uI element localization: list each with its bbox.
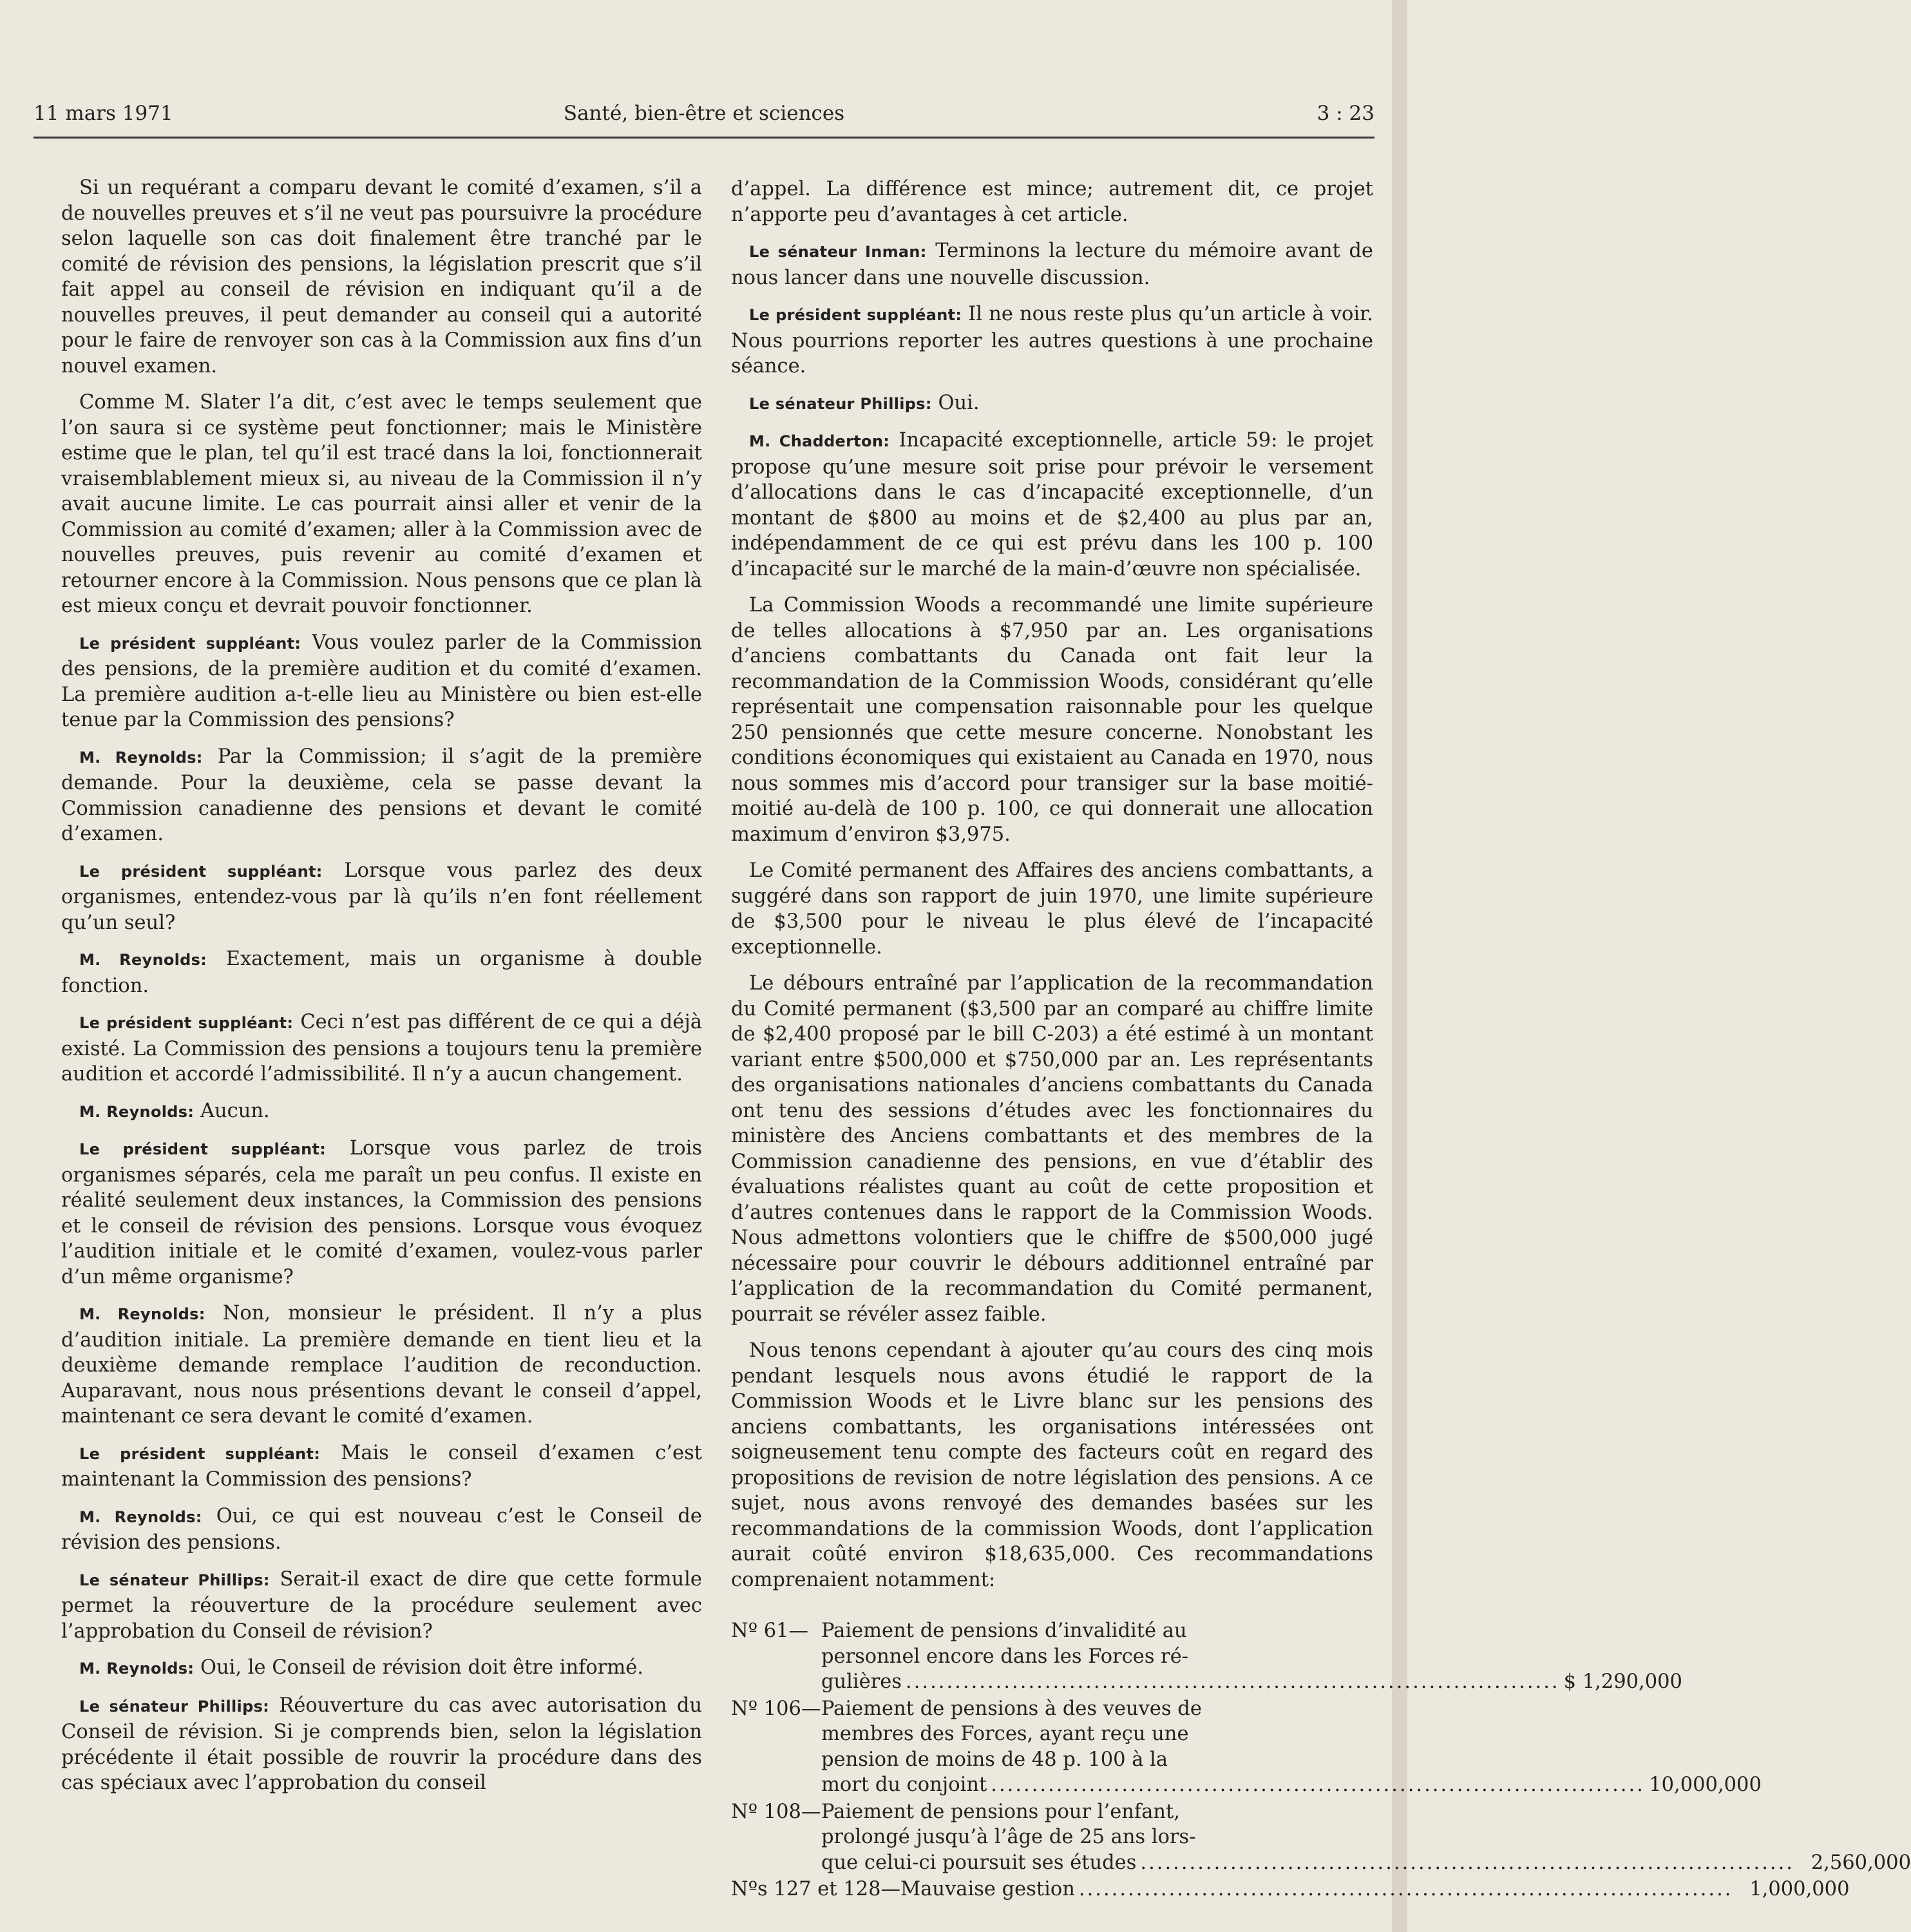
item-last-line — [821, 1669, 1682, 1695]
speaker-name: Le sénateur Phillips: — [79, 1697, 270, 1716]
paragraph — [61, 1504, 702, 1556]
speaker-name: M. Reynolds: — [79, 951, 207, 969]
item-amount: $ 1,290,000 — [1563, 1670, 1682, 1693]
recommendation-item — [731, 1799, 1911, 1876]
paragraph-text: Aucun. — [200, 1099, 270, 1122]
leader-dots: ................................................................................ — [906, 1670, 1560, 1693]
recommendation-item — [731, 1877, 1850, 1902]
right-column-paragraphs — [731, 177, 1373, 1592]
paragraph-text: Nous tenons cependant à ajouter qu’au cours des cinq mois pendant lesquels nous avons étudié le rapport de la Commission Woods et le Livre blanc sur les pensions des anciens combattants, les organisations intéressées ont soigneusement tenu compte des facteurs coût en regard des propositions de revision de notre législation des pensions. A ce sujet, nous avons renvoyé des demandes basées sur les recommandations de la commission Woods, dont l’application aurait coûté environ $18,635,000. Ces recommandations comprenaient notamment: — [731, 1339, 1373, 1591]
paragraph — [61, 175, 702, 379]
paragraph-text: d’appel. La différence est mince; autrement dit, ce projet n’apporte peu d’avantages à cet article. — [731, 178, 1373, 226]
item-body — [821, 1799, 1911, 1876]
paragraph — [731, 177, 1373, 227]
item-line: prolongé jusqu’à l’âge de 25 ans lors- — [821, 1826, 1196, 1848]
speaker-name: M. Reynolds: — [79, 1507, 202, 1526]
paragraph-text: Il ne nous reste plus qu’un article à voir. Nous pourrions reporter les autres questions à une prochaine séance. — [731, 303, 1374, 378]
header-rule — [33, 137, 1374, 139]
paragraph — [61, 858, 702, 936]
paragraph-text: Comme M. Slater l’a dit, c’est avec le temps seulement que l’on saura si ce système peut fonctionner; mais le Ministère estime que le plan, tel qu’il est tracé dans la loi, fonctionnerait vraisemblablement mieux si, au niveau de la Commission il n’y avait aucune limite. Le cas pourrait ainsi aller et venir de la Commission au comité d’examen; aller à la Commission avec de nouvelles preuves, puis revenir au comité d’examen et retourner encore à la Commission. Nous pensons que ce plan là est mieux conçu et devrait pouvoir fonctionner. — [61, 391, 702, 617]
speaker-name: Le sénateur Phillips: — [79, 1571, 270, 1589]
paragraph-text: Ceci n’est pas différent de ce qui a déjà existé. La Commission des pensions a toujours tenu la première audition et accordé l’admissibilité. Il n’y a aucun changement. — [61, 1011, 702, 1086]
leader-dots: ................................................................................ — [1140, 1851, 1794, 1874]
paragraph-text: Incapacité exceptionnelle, article 59: le projet propose qu’une mesure soit prise pour prévoir le versement d’allocations dans le cas d’incapacité exceptionnelle, d’un montant de $800 au moins et de $2,400 au plus par an, indépendamment de ce qui est prévu dans les 100 p. 100 d’incapacité sur le marché de la main-d’œuvre non spécialisée. — [731, 429, 1373, 580]
paragraph-text: Oui. — [938, 391, 980, 414]
leader-dots: ................................................................................ — [1078, 1878, 1733, 1900]
item-label: gulières — [821, 1670, 902, 1693]
paragraph-text: Le débours entraîné par l’application de la recommandation du Comité permanent ($3,500 par an comparé au chiffre limite de $2,400 proposé par le bill C-203) a été estimé à un montant variant entre $500,000 et $750,000 par an. Les représentants des organisations nationales d’anciens combattants du Canada ont tenu des sessions d’études avec les fonctionnaires du ministère des Anciens combattants et des membres de la Commission canadienne des pensions, en vue d’établir des évaluations réalistes quant au coût de cette proposition et d’autres contenues dans le rapport de la Commission Woods. Nous admettons volontiers que le chiffre de $500,000 jugé nécessaire pour couvrir le débours additionnel entraîné par l’application de la recommandation du Comité permanent, pourrait se révéler assez faible. — [731, 972, 1373, 1326]
paragraph-text: La Commission Woods a recommandé une limite supérieure de telles allocations à $7,950 par an. Les organisations d’anciens combattants du Canada ont fait leur la recommandation de la Commission Woods, considérant qu’elle représentait une compensation raisonnable pour les quelque 250 pensionnés que cette mesure concerne. Nonobstant les conditions économiques qui existaient au Canada en 1970, nous nous sommes mis d’accord pour transiger sur la base moitié-moitié au-delà de 100 p. 100, ce qui donnerait une allocation maximum d’environ $3,975. — [731, 594, 1373, 846]
header-page-number: 3 : 23 — [1317, 102, 1374, 125]
item-label: mort du conjoint — [821, 1774, 987, 1796]
paragraph-text: Si un requérant a comparu devant le comité d’examen, s’il a de nouvelles preuves et s’il ne veut pas poursuivre la procédure selon laquelle son cas doit finalement être tranché par le comité de révision des pensions, la législation prescrit que s’il fait appel au conseil de révision en indiquant qu’il a de nouvelles preuves, il peut demander au conseil qui a autorité pour le faire de renvoyer son cas à la Commission aux fins d’un nouvel examen. — [61, 177, 702, 378]
item-line: pension de moins de 48 p. 100 à la — [821, 1748, 1168, 1771]
recommendation-item — [731, 1618, 1682, 1695]
paragraph-text: Serait-il exact de dire que cette formule permet la réouverture de la procédure seulement avec l’approbation du Conseil de révision? — [61, 1567, 702, 1643]
paragraph-text: Réouverture du cas avec autorisation du Conseil de révision. Si je comprends bien, selon la législation précédente il était possible de rouvrir la procédure dans des cas spéciaux avec l’approbation du conseil — [61, 1694, 702, 1794]
item-number: Nºs 127 et 128— — [731, 1878, 901, 1900]
right-column — [731, 177, 1911, 1904]
left-column — [61, 175, 702, 1807]
paragraph — [61, 1136, 702, 1290]
speaker-name: M. Chadderton: — [749, 432, 890, 450]
leader-dots: ................................................................................ — [991, 1774, 1645, 1796]
paragraph — [61, 744, 702, 847]
item-line: Paiement de pensions à des veuves de — [821, 1697, 1202, 1720]
paragraph — [731, 971, 1373, 1327]
paragraph — [61, 390, 702, 619]
paragraph — [731, 390, 1373, 417]
paragraph-text: Lorsque vous parlez des deux organismes, entendez-vous par là qu’ils n’en font réellement qu’un seul? — [61, 859, 702, 934]
paragraph-text: Mais le conseil d’examen c’est maintenant la Commission des pensions? — [61, 1441, 702, 1491]
speaker-name: Le président suppléant: — [749, 306, 962, 324]
item-amount: 2,560,000 — [1811, 1851, 1911, 1874]
header-title: Santé, bien-être et sciences — [563, 102, 845, 125]
paragraph — [731, 1338, 1373, 1592]
speaker-name: Le président suppléant: — [79, 1140, 327, 1158]
paragraph-text: Terminons la lecture du mémoire avant de nous lancer dans une nouvelle discussion. — [731, 240, 1373, 289]
item-label: que celui-ci poursuit ses études — [821, 1851, 1137, 1874]
speaker-name: Le président suppléant: — [79, 1014, 294, 1032]
speaker-name: M. Reynolds: — [79, 1102, 195, 1121]
speaker-name: Le sénateur Inman: — [749, 243, 927, 261]
item-number: Nº 61— — [731, 1620, 809, 1642]
item-line: Paiement de pensions pour l’enfant, — [821, 1800, 1180, 1823]
item-last-line — [821, 1772, 1762, 1798]
paragraph-text: Non, monsieur le président. Il n’y a plus d’audition initiale. La première demande en tient lieu et la deuxième demande remplace l’audition de reconduction. Auparavant, nous nous présentions devant le conseil d’appel, maintenant ce sera devant le comité d’examen. — [61, 1302, 702, 1428]
item-body — [900, 1877, 1849, 1902]
item-line: Paiement de pensions d’invalidité au — [821, 1620, 1187, 1642]
paragraph — [731, 301, 1373, 379]
paragraph — [731, 428, 1373, 582]
paragraph — [61, 1567, 702, 1645]
speaker-name: M. Reynolds: — [79, 1659, 195, 1678]
recommendation-item — [731, 1696, 1762, 1798]
paragraph — [731, 858, 1373, 960]
item-label: Mauvaise gestion — [900, 1878, 1075, 1900]
paragraph — [61, 1098, 702, 1125]
speaker-name: Le président suppléant: — [79, 1444, 321, 1463]
paragraph — [731, 238, 1373, 291]
item-amount: 10,000,000 — [1649, 1774, 1762, 1796]
paragraph — [61, 1440, 702, 1493]
item-body — [821, 1696, 1762, 1798]
paragraph-text: Exactement, mais un organisme à double fonction. — [61, 948, 702, 997]
speaker-name: M. Reynolds: — [79, 748, 203, 767]
paragraph-text: Le Comité permanent des Affaires des anciens combattants, a suggéré dans son rapport de juin 1970, une limite supérieure de $3,500 pour le niveau le plus élevé de l’incapacité exceptionnelle. — [731, 859, 1373, 959]
paragraph — [61, 630, 702, 733]
paragraph — [61, 946, 702, 999]
paragraph — [61, 1693, 702, 1796]
page-header — [33, 102, 1374, 135]
paragraph-text: Vous voulez parler de la Commission des pensions, de la première audition et du comité d’examen. La première audition a-t-elle lieu au Ministère ou bien est-elle tenue par la Commission des pensions? — [61, 631, 702, 731]
paragraph — [61, 1655, 702, 1682]
speaker-name: Le président suppléant: — [79, 862, 323, 881]
paragraph-text: Oui, le Conseil de révision doit être informé. — [200, 1656, 643, 1679]
recommendation-list — [731, 1618, 1911, 1902]
paragraph-text: Par la Commission; il s’agit de la première demande. Pour la deuxième, cela se passe devant la Commission canadienne des pensions et devant le comité d’examen. — [61, 745, 702, 845]
item-line: personnel encore dans les Forces ré- — [821, 1645, 1189, 1668]
paragraph — [61, 1301, 702, 1430]
item-body — [821, 1618, 1682, 1695]
paragraph — [731, 593, 1373, 847]
item-amount: 1,000,000 — [1749, 1878, 1850, 1900]
speaker-name: Le président suppléant: — [79, 634, 301, 653]
speaker-name: M. Reynolds: — [79, 1305, 205, 1323]
item-last-line — [900, 1877, 1849, 1902]
item-last-line — [821, 1850, 1911, 1876]
item-number: Nº 106— — [731, 1697, 821, 1720]
speaker-name: Le sénateur Phillips: — [749, 394, 932, 413]
item-number: Nº 108— — [731, 1800, 821, 1823]
paragraph — [61, 1009, 702, 1087]
header-date: 11 mars 1971 — [33, 102, 173, 125]
paragraph-text: Lorsque vous parlez de trois organismes séparés, cela me paraît un peu confus. Il existe en réalité seulement deux instances, la Commission des pensions et le conseil de révision des pensions. Lorsque vous évoquez l’audition initiale et le comité d’examen, voulez-vous parler d’un même organisme? — [61, 1137, 702, 1288]
item-line: membres des Forces, ayant reçu une — [821, 1723, 1189, 1745]
paragraph-text: Oui, ce qui est nouveau c’est le Conseil de révision des pensions. — [61, 1504, 702, 1554]
